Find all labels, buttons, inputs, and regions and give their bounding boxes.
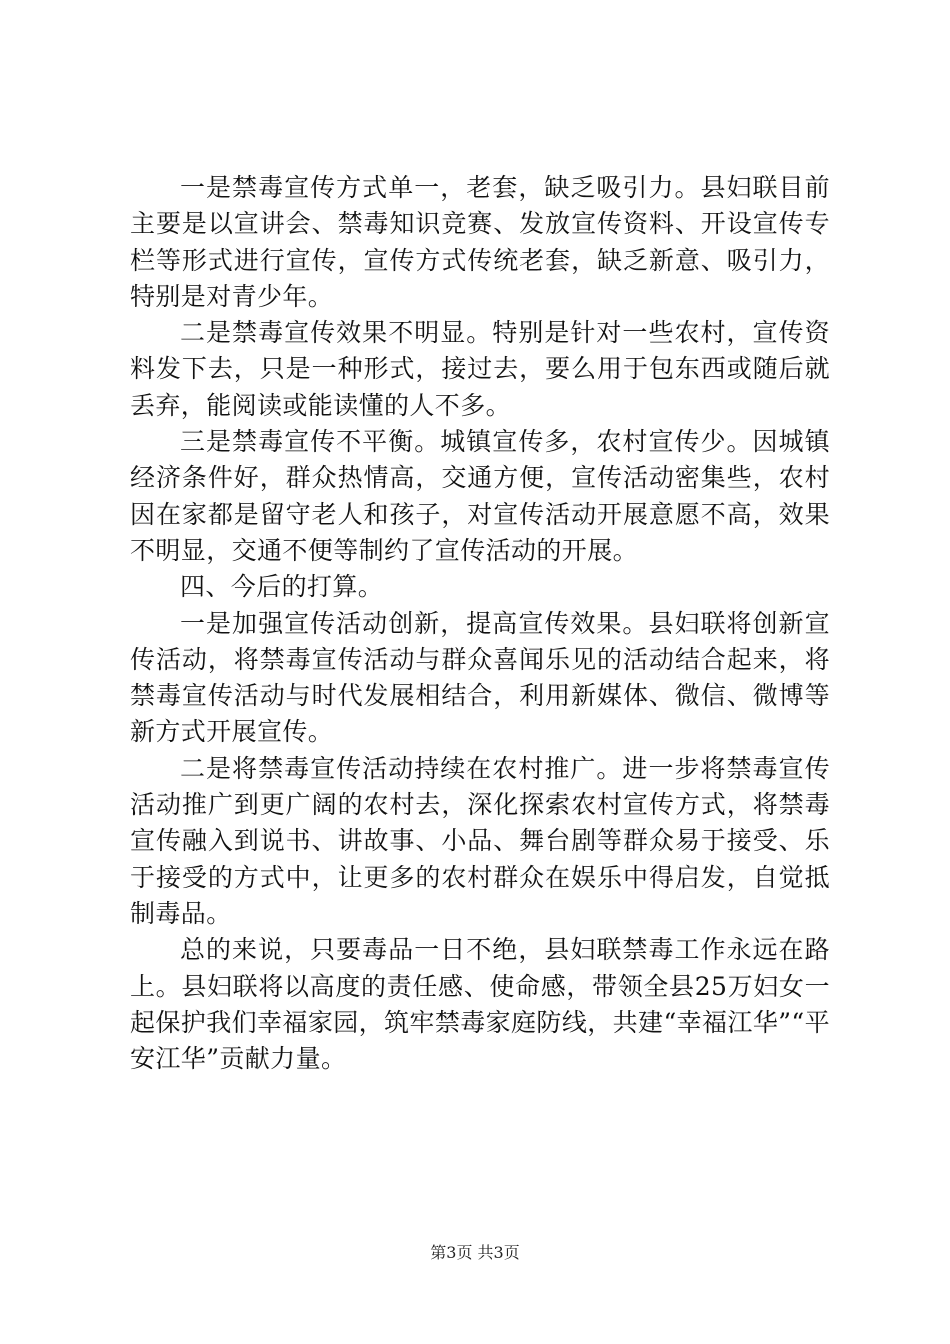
paragraph-conclusion: 总的来说，只要毒品一日不绝，县妇联禁毒工作永远在路上。县妇联将以高度的责任感、使命感，带领全县25万妇女一起保护我们幸福家园，筑牢禁毒家庭防线，共建“幸福江华”“平安江华”贡献力量。: [130, 935, 830, 1074]
paragraph-problem-2: 二是禁毒宣传效果不明显。特别是针对一些农村，宣传资料发下去，只是一种形式，接过去，要么用于包东西或随后就丢弃，能阅读或能读懂的人不多。: [130, 318, 830, 420]
document-body: [130, 170, 830, 1077]
page-number-footer: 第3页 共3页: [430, 1243, 520, 1262]
section-heading-plans: 四、今后的打算。: [180, 572, 384, 602]
paragraph-plan-1: 一是加强宣传活动创新，提高宣传效果。县妇联将创新宣传活动，将禁毒宣传活动与群众喜闻乐见的活动结合起来，将禁毒宣传活动与时代发展相结合，利用新媒体、微信、微博等新方式开展宣传。: [130, 608, 830, 747]
paragraph-problem-1: 一是禁毒宣传方式单一，老套，缺乏吸引力。县妇联目前主要是以宣讲会、禁毒知识竞赛、发放宣传资料、开设宣传专栏等形式进行宣传，宣传方式传统老套，缺乏新意、吸引力，特别是对青少年。: [130, 173, 830, 311]
paragraph-problem-3: 三是禁毒宣传不平衡。城镇宣传多，农村宣传少。因城镇经济条件好，群众热情高，交通方便，宣传活动密集些，农村因在家都是留守老人和孩子，对宣传活动开展意愿不高，效果不明显，交通不便等制约了宣传活动的开展。: [130, 427, 830, 565]
paragraph-plan-2: 二是将禁毒宣传活动持续在农村推广。进一步将禁毒宣传活动推广到更广阔的农村去，深化探索农村宣传方式，将禁毒宣传融入到说书、讲故事、小品、舞台剧等群众易于接受、乐于接受的方式中，让更多的农村群众在娱乐中得启发，自觉抵制毒品。: [130, 753, 830, 928]
